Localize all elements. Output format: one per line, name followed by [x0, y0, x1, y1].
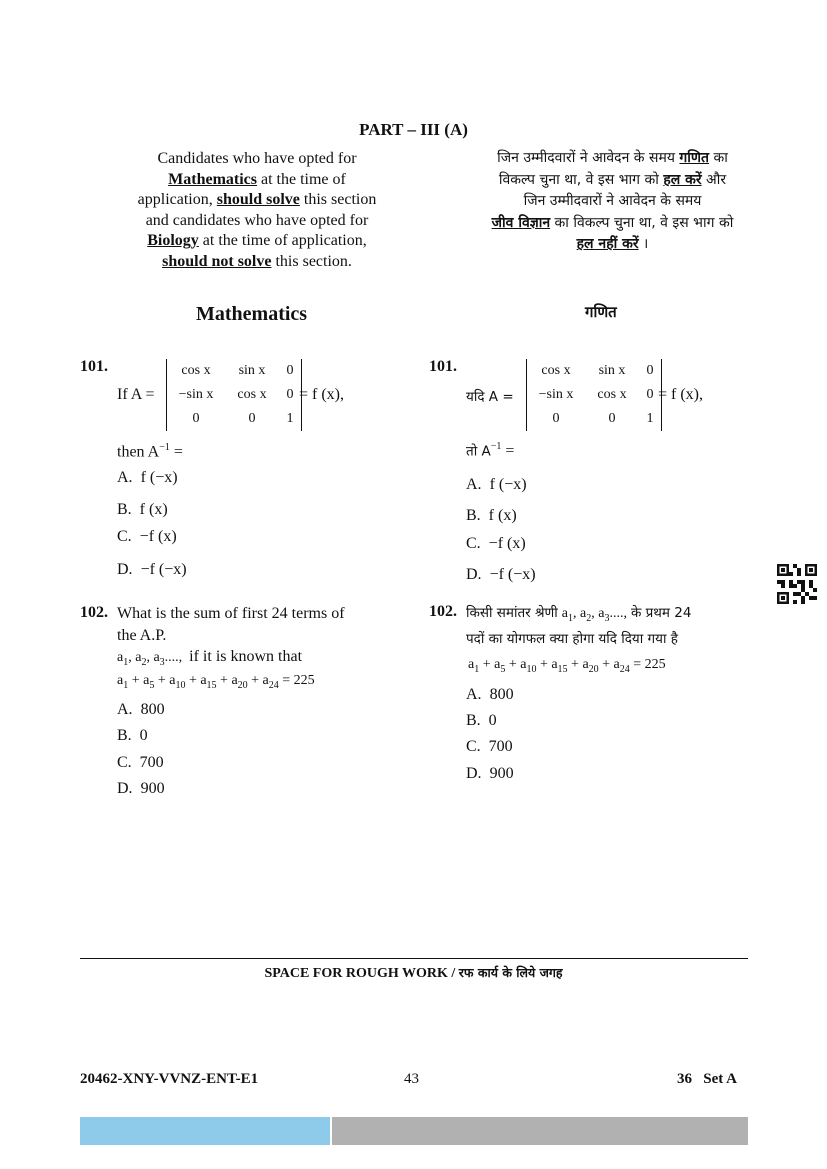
q102-line2-hi: पदों का योगफल क्या होगा यदि दिया गया है — [466, 631, 678, 647]
q101-option-d-en[interactable]: D. −f (−x) — [117, 561, 187, 578]
footer-bar-blue — [80, 1117, 330, 1145]
q102-sum-eq-hi: $a_1 + a_5 + a_{10} + a_{15} + a_{20} + a_{24} = 225$ — [468, 657, 666, 675]
q101-matrix-en: cos x sin x 0 −sin x cos x 0 0 0 1 — [166, 359, 302, 431]
q101-matrix-hi: cos x sin x 0 −sin x cos x 0 0 0 1 — [526, 359, 662, 431]
footer-set: 36 Set A — [677, 1071, 737, 1087]
instructions-hindi: जिन उम्मीदवारों ने आवेदन के समय गणित का विकल्प चुना था, वे इस भाग को हल करें और जिन उम्मीदवारों ने आवेदन के समय जीव विज्ञान का विकल्प चुना था, वे इस भाग को हल नहीं करें । — [491, 150, 734, 252]
q101-number-hi: 101. — [429, 358, 457, 375]
q101-option-c-hi[interactable]: C. −f (x) — [466, 535, 526, 552]
q102-option-a-en[interactable]: A. 800 — [117, 701, 165, 718]
q102-number-hi: 102. — [429, 603, 457, 620]
footer-bar-grey — [332, 1117, 748, 1145]
q102-option-a-hi[interactable]: A. 800 — [466, 686, 514, 703]
q102-ap-terms-en: $a_1$, $a_2$, $a_3$...., if it is known that — [117, 648, 303, 668]
q102-option-d-en[interactable]: D. 900 — [117, 780, 165, 797]
q101-option-b-en[interactable]: B. f (x) — [117, 501, 168, 518]
q101-number-en: 101. — [80, 358, 108, 375]
subject-heading-hindi: गणित — [585, 303, 617, 321]
q101-if-en: If A = — [117, 386, 155, 403]
q101-option-c-en[interactable]: C. −f (x) — [117, 528, 177, 545]
qr-code-icon — [777, 564, 817, 604]
q102-line1-hi: किसी समांतर श्रेणी $a_1$, $a_2$, $a_3$...., के प्रथम 24 — [466, 605, 692, 624]
q102-line2-en: the A.P. — [117, 627, 167, 644]
q101-option-a-hi[interactable]: A. f (−x) — [466, 476, 527, 493]
q102-sum-eq-en: $a_1 + a_5 + a_{10} + a_{15} + a_{20} + a_{24} = 225$ — [117, 673, 315, 691]
q101-then-hi: तो $A^{-1}$ = — [466, 441, 515, 460]
subject-heading-english: Mathematics — [196, 303, 308, 325]
q101-if-hi: यदि A = — [466, 389, 514, 405]
mathematics-keyword: Mathematics — [168, 170, 257, 188]
q102-line1-en: What is the sum of first 24 terms of — [117, 605, 345, 622]
rough-work-divider — [80, 958, 748, 959]
q101-option-d-hi[interactable]: D. −f (−x) — [466, 566, 536, 583]
q102-option-b-en[interactable]: B. 0 — [117, 727, 148, 744]
rough-work-label: SPACE FOR ROUGH WORK / रफ कार्य के लिये जगह — [264, 965, 563, 981]
should-not-solve-keyword: should not solve — [162, 252, 272, 270]
q102-number-en: 102. — [80, 604, 108, 621]
q101-option-a-en[interactable]: A. f (−x) — [117, 469, 178, 486]
q102-option-d-hi[interactable]: D. 900 — [466, 765, 514, 782]
q101-option-b-hi[interactable]: B. f (x) — [466, 507, 517, 524]
q101-fx-hi: = f (x), — [658, 386, 704, 403]
q102-option-c-en[interactable]: C. 700 — [117, 754, 164, 771]
q101-then-en: then $A^{-1}$ = — [117, 442, 183, 461]
q102-option-c-hi[interactable]: C. 700 — [466, 738, 513, 755]
instructions-english: Candidates who have opted for Mathematics at the time of application, should solve this section and candidates who have opted for Biology at the time of application, should not solve this section. — [137, 150, 377, 270]
part-title: PART – III (A) — [359, 120, 468, 139]
footer-page-number: 43 — [404, 1071, 419, 1087]
footer-code: 20462-XNY-VVNZ-ENT-E1 — [80, 1071, 259, 1087]
biology-keyword: Biology — [147, 232, 199, 249]
q101-fx-en: = f (x), — [299, 386, 345, 403]
should-solve-keyword: should solve — [216, 191, 300, 208]
q102-option-b-hi[interactable]: B. 0 — [466, 712, 497, 729]
